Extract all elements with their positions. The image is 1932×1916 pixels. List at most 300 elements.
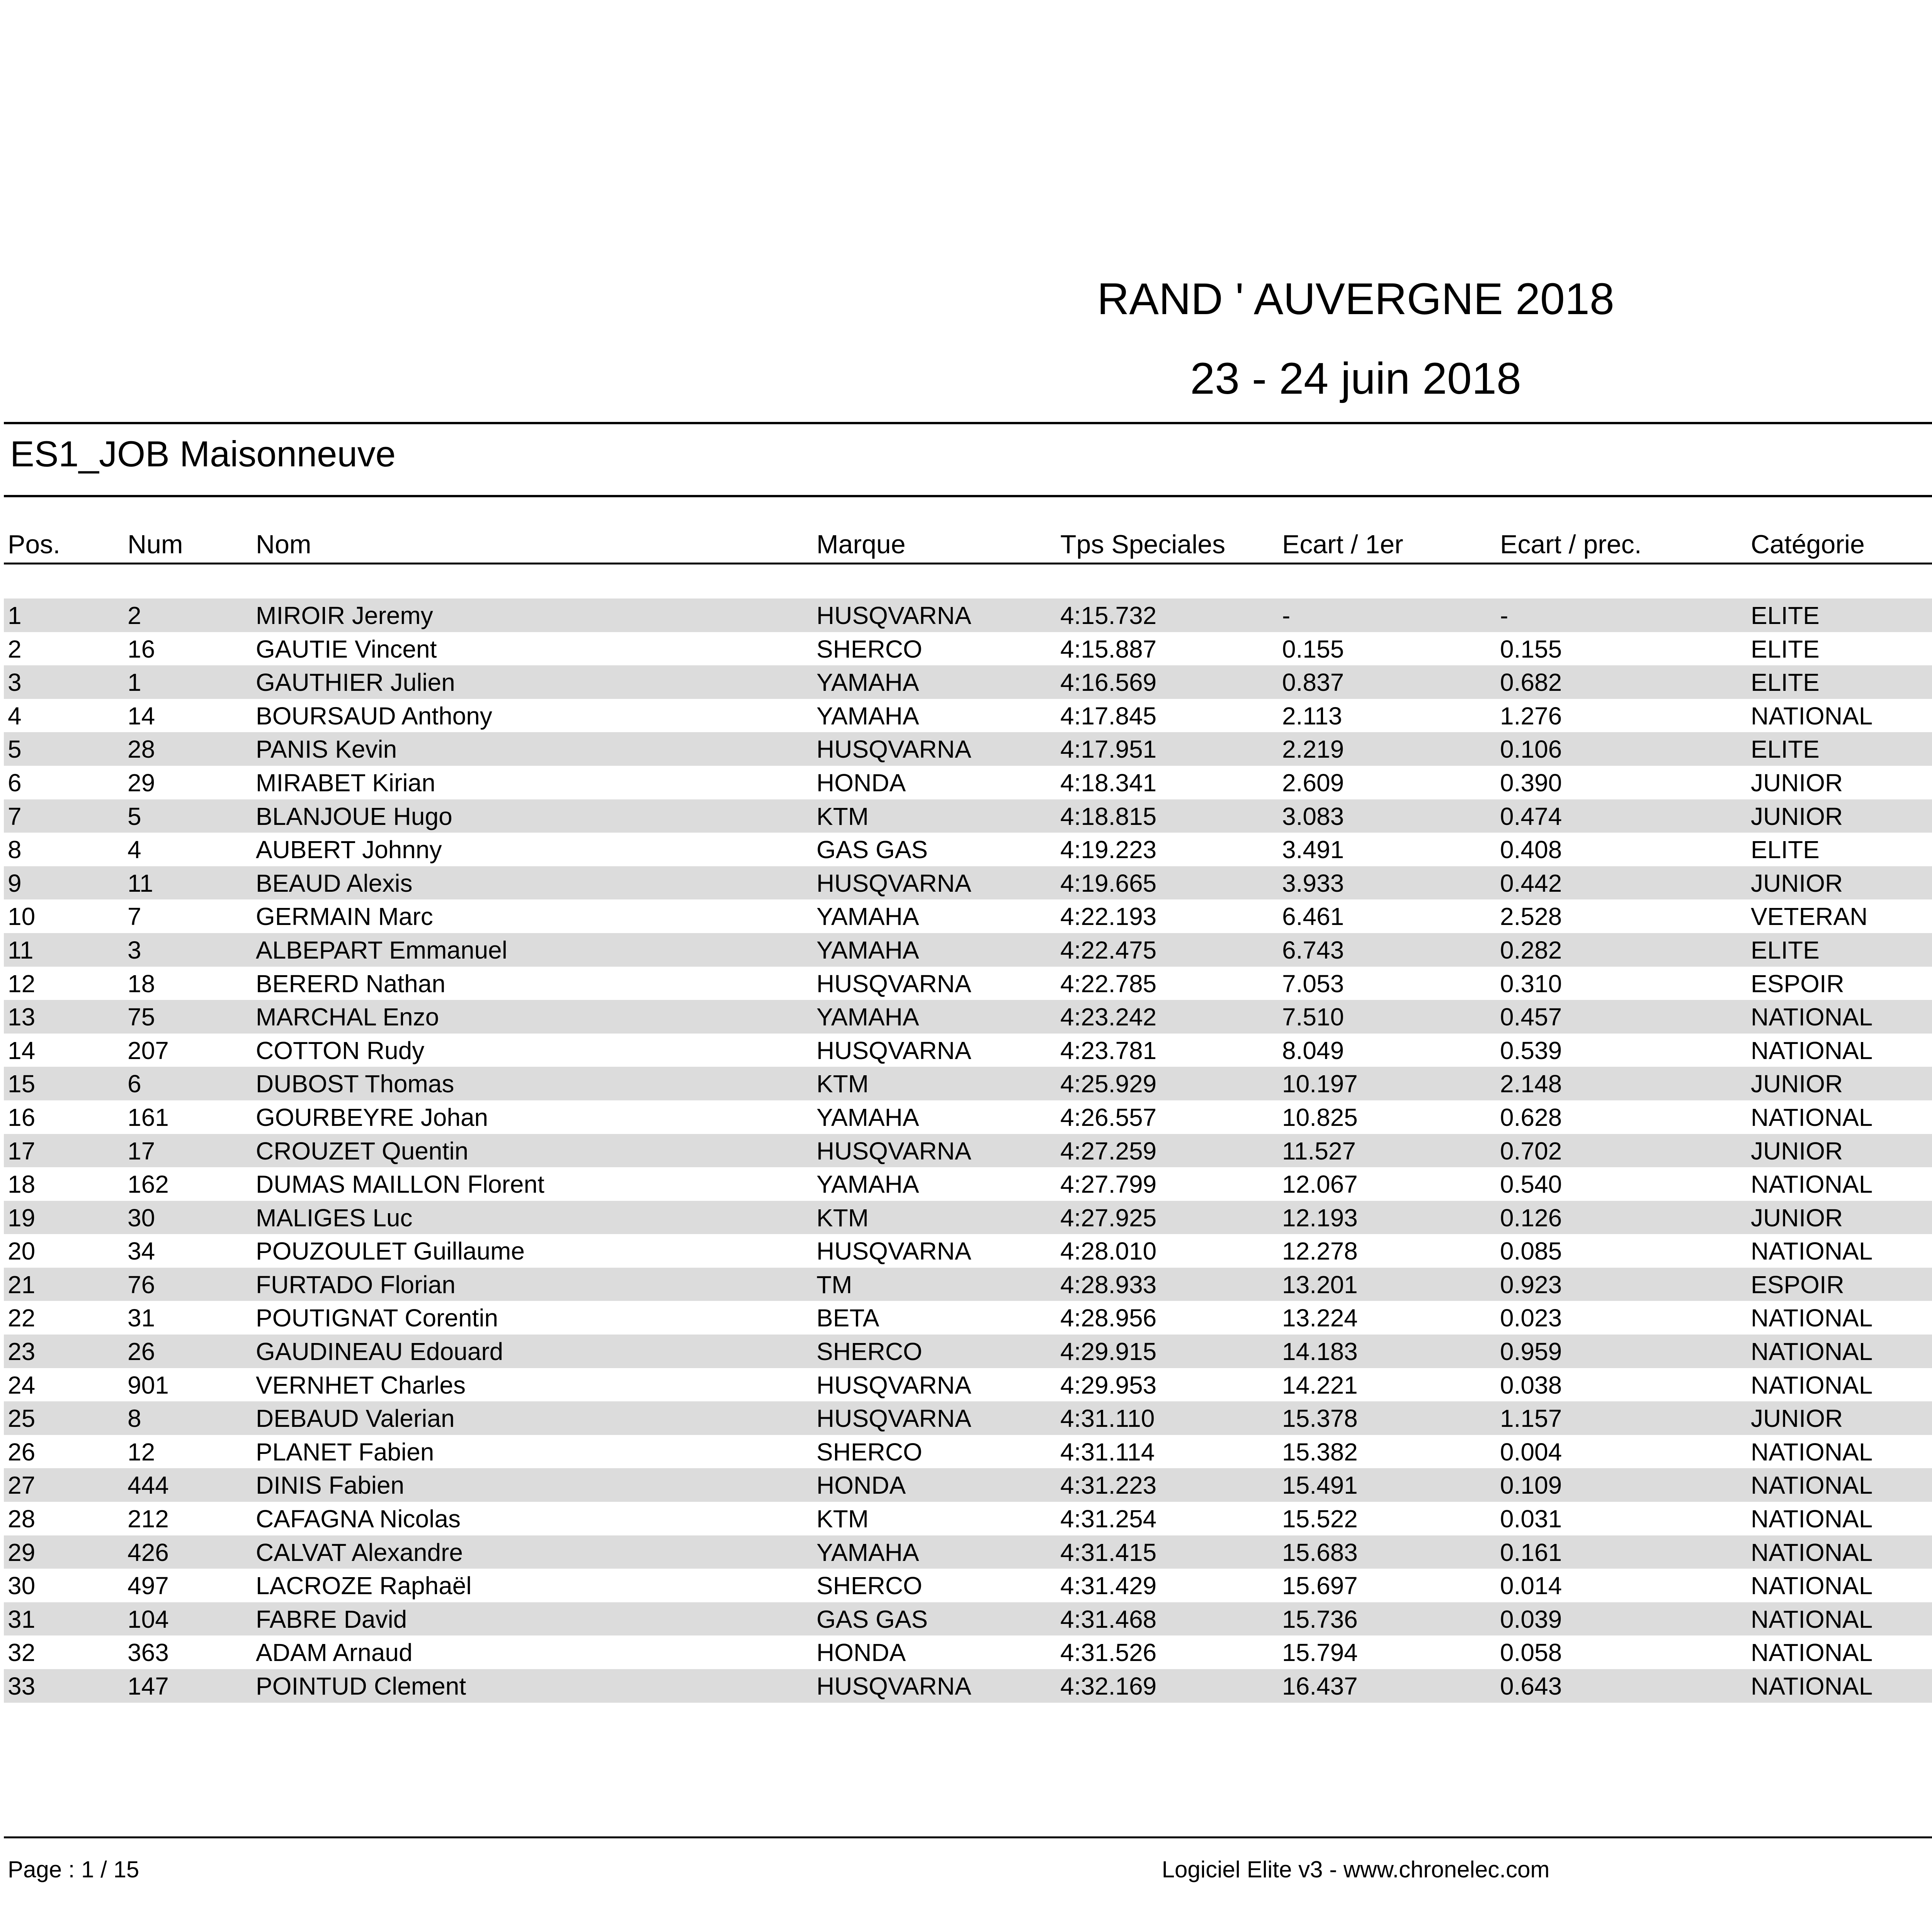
cell-pos: 5 [8,735,22,763]
cell-ecart-prec: 2.148 [1500,1070,1562,1098]
cell-ecart-prec: 0.457 [1500,1003,1562,1031]
page-number: Page : 1 / 15 [8,1856,139,1882]
cell-ecart-prec: 0.155 [1500,635,1562,663]
cell-nom: DINIS Fabien [256,1471,405,1499]
cell-tps: 4:22.193 [1060,903,1157,931]
cell-pos: 20 [8,1237,36,1265]
cell-nom: ALBEPART Emmanuel [256,936,507,964]
cell-pos: 12 [8,969,36,998]
table-row [4,1535,1932,1569]
cell-nom: DEBAUD Valerian [256,1404,455,1433]
table-row [4,732,1932,766]
cell-num: 16 [128,635,155,663]
cell-marque: SHERCO [816,635,922,663]
cell-ecart-1er: 12.193 [1282,1204,1358,1232]
cell-ecart-1er: 6.461 [1282,903,1344,931]
cell-ecart-1er: 3.083 [1282,802,1344,830]
table-row [4,1000,1932,1034]
cell-pos: 7 [8,802,22,830]
cell-categorie: JUNIOR [1751,802,1843,830]
cell-tps: 4:17.845 [1060,702,1157,730]
cell-tps: 4:19.665 [1060,869,1157,897]
cell-categorie: NATIONAL [1751,1103,1873,1131]
cell-pos: 16 [8,1103,36,1131]
cell-ecart-1er: 15.522 [1282,1505,1358,1533]
cell-num: 5 [128,802,141,830]
cell-nom: POINTUD Clement [256,1672,466,1700]
cell-categorie: NATIONAL [1751,1438,1873,1466]
cell-categorie: NATIONAL [1751,1572,1873,1600]
cell-categorie: NATIONAL [1751,1672,1873,1700]
cell-tps: 4:23.242 [1060,1003,1157,1031]
cell-ecart-prec: 0.628 [1500,1103,1562,1131]
cell-pos: 26 [8,1438,36,1466]
cell-marque: HONDA [816,768,906,797]
cell-tps: 4:19.223 [1060,836,1157,864]
cell-marque: YAMAHA [816,1103,919,1131]
table-row [4,766,1932,799]
cell-nom: MIRABET Kirian [256,768,435,797]
cell-num: 12 [128,1438,155,1466]
table-row [4,899,1932,933]
cell-categorie: ELITE [1751,668,1820,697]
cell-nom: DUBOST Thomas [256,1070,454,1098]
cell-marque: HUSQVARNA [816,735,971,763]
cell-num: 444 [128,1471,169,1499]
table-row [4,1301,1932,1335]
cell-num: 18 [128,969,155,998]
stage-name: ES1_JOB Maisonneuve [10,434,396,474]
cell-ecart-1er: 12.278 [1282,1237,1358,1265]
table-row [4,933,1932,967]
cell-ecart-1er: 14.183 [1282,1338,1358,1366]
cell-tps: 4:28.933 [1060,1270,1157,1299]
cell-tps: 4:32.169 [1060,1672,1157,1700]
cell-ecart-prec: 0.539 [1500,1036,1562,1064]
cell-num: 14 [128,702,155,730]
cell-pos: 21 [8,1270,36,1299]
cell-ecart-prec: 0.126 [1500,1204,1562,1232]
cell-tps: 4:31.223 [1060,1471,1157,1499]
cell-pos: 14 [8,1036,36,1064]
cell-num: 8 [128,1404,141,1433]
col-header-nom: Nom [256,530,311,559]
cell-num: 75 [128,1003,155,1031]
cell-ecart-1er: 10.197 [1282,1070,1358,1098]
cell-nom: DUMAS MAILLON Florent [256,1170,544,1199]
cell-nom: PANIS Kevin [256,735,397,763]
cell-tps: 4:28.010 [1060,1237,1157,1265]
cell-marque: SHERCO [816,1338,922,1366]
cell-ecart-1er: 2.113 [1282,702,1342,730]
cell-num: 161 [128,1103,169,1131]
cell-ecart-prec: 0.702 [1500,1137,1562,1165]
cell-pos: 3 [8,668,22,697]
cell-pos: 13 [8,1003,36,1031]
cell-ecart-1er: 15.491 [1282,1471,1358,1499]
col-header-categorie: Catégorie [1751,530,1865,559]
cell-ecart-prec: 0.282 [1500,936,1562,964]
cell-ecart-prec: 0.390 [1500,768,1562,797]
table-row [4,1134,1932,1168]
cell-num: 76 [128,1270,155,1299]
cell-tps: 4:31.429 [1060,1572,1157,1600]
cell-pos: 25 [8,1404,36,1433]
cell-categorie: NATIONAL [1751,702,1873,730]
col-header-ecart-1er: Ecart / 1er [1282,530,1403,559]
cell-tps: 4:22.475 [1060,936,1157,964]
cell-categorie: ELITE [1751,836,1820,864]
cell-marque: YAMAHA [816,668,919,697]
cell-ecart-1er: 0.155 [1282,635,1344,663]
cell-tps: 4:25.929 [1060,1070,1157,1098]
cell-nom: BEAUD Alexis [256,869,413,897]
table-row [4,1034,1932,1067]
cell-ecart-prec: 0.540 [1500,1170,1562,1199]
cell-nom: GAUTIE Vincent [256,635,437,663]
cell-num: 497 [128,1572,169,1600]
cell-pos: 32 [8,1639,36,1667]
cell-categorie: NATIONAL [1751,1003,1873,1031]
cell-nom: BOURSAUD Anthony [256,702,492,730]
cell-categorie: NATIONAL [1751,1471,1873,1499]
cell-num: 104 [128,1605,169,1633]
cell-marque: HUSQVARNA [816,1237,971,1265]
table-row [4,1569,1932,1602]
cell-ecart-prec: 2.528 [1500,903,1562,931]
cell-nom: GAUDINEAU Edouard [256,1338,503,1366]
cell-ecart-1er: - [1282,602,1291,629]
cell-ecart-1er: 13.201 [1282,1270,1358,1299]
cell-num: 6 [128,1070,141,1098]
table-row [4,1468,1932,1502]
table-row [4,1401,1932,1435]
cell-pos: 4 [8,702,22,730]
cell-marque: YAMAHA [816,1003,919,1031]
cell-tps: 4:16.569 [1060,668,1157,697]
cell-num: 2 [128,602,141,629]
cell-ecart-prec: 0.031 [1500,1505,1562,1533]
cell-pos: 10 [8,903,36,931]
cell-ecart-prec: 0.004 [1500,1438,1562,1466]
cell-marque: GAS GAS [816,1605,928,1633]
cell-nom: FURTADO Florian [256,1270,456,1299]
table-row [4,598,1932,632]
cell-categorie: VETERAN [1751,903,1868,931]
cell-marque: YAMAHA [816,903,919,931]
cell-tps: 4:27.925 [1060,1204,1157,1232]
cell-num: 212 [128,1505,169,1533]
table-row [4,833,1932,866]
cell-num: 28 [128,735,155,763]
cell-num: 11 [128,869,153,897]
cell-categorie: JUNIOR [1751,1070,1843,1098]
cell-nom: CROUZET Quentin [256,1137,469,1165]
cell-ecart-1er: 13.224 [1282,1304,1358,1332]
cell-categorie: ESPOIR [1751,1270,1844,1299]
table-row [4,1067,1932,1100]
cell-num: 26 [128,1338,155,1366]
cell-ecart-1er: 2.609 [1282,768,1344,797]
cell-marque: KTM [816,1070,869,1098]
cell-num: 207 [128,1036,169,1064]
cell-nom: BLANJOUE Hugo [256,802,452,830]
cell-num: 901 [128,1371,169,1399]
cell-ecart-1er: 15.794 [1282,1639,1358,1667]
cell-pos: 29 [8,1538,36,1566]
cell-tps: 4:15.732 [1060,602,1157,629]
cell-ecart-prec: 0.014 [1500,1572,1562,1600]
table-row [4,1635,1932,1669]
cell-ecart-prec: 0.959 [1500,1338,1562,1366]
cell-categorie: JUNIOR [1751,869,1843,897]
cell-ecart-1er: 6.743 [1282,936,1344,964]
cell-categorie: JUNIOR [1751,1404,1843,1433]
cell-pos: 22 [8,1304,36,1332]
table-row [4,632,1932,666]
cell-categorie: NATIONAL [1751,1639,1873,1667]
cell-ecart-1er: 10.825 [1282,1103,1358,1131]
table-row [4,1669,1932,1703]
software-credit: Logiciel Elite v3 - www.chronelec.com [1162,1856,1550,1882]
cell-num: 426 [128,1538,169,1566]
table-row [4,967,1932,1000]
cell-marque: HUSQVARNA [816,602,971,629]
cell-marque: TM [816,1270,852,1299]
cell-categorie: ELITE [1751,735,1820,763]
table-row [4,665,1932,699]
table-row [4,799,1932,833]
cell-ecart-1er: 16.437 [1282,1672,1358,1700]
cell-pos: 17 [8,1137,36,1165]
cell-tps: 4:27.259 [1060,1137,1157,1165]
cell-ecart-1er: 11.527 [1282,1137,1356,1165]
cell-num: 162 [128,1170,169,1199]
cell-ecart-prec: 1.276 [1500,702,1562,730]
cell-marque: HUSQVARNA [816,1371,971,1399]
cell-marque: YAMAHA [816,702,919,730]
cell-ecart-1er: 12.067 [1282,1170,1358,1199]
cell-pos: 9 [8,869,22,897]
cell-categorie: JUNIOR [1751,1137,1843,1165]
cell-categorie: NATIONAL [1751,1237,1873,1265]
cell-nom: COTTON Rudy [256,1036,425,1064]
cell-pos: 19 [8,1204,36,1232]
divider-top [4,422,1932,424]
cell-ecart-prec: 1.157 [1500,1404,1562,1433]
table-row [4,1502,1932,1535]
cell-pos: 1 [8,602,22,629]
event-dates: 23 - 24 juin 2018 [1190,354,1521,403]
cell-tps: 4:31.526 [1060,1639,1157,1667]
cell-ecart-prec: 0.923 [1500,1270,1562,1299]
col-header-ecart-prec: Ecart / prec. [1500,530,1642,559]
cell-pos: 27 [8,1471,36,1499]
cell-pos: 2 [8,635,22,663]
cell-marque: GAS GAS [816,836,928,864]
cell-ecart-1er: 3.491 [1282,836,1344,864]
cell-num: 3 [128,936,141,964]
cell-tps: 4:22.785 [1060,969,1157,998]
cell-categorie: NATIONAL [1751,1605,1873,1633]
cell-ecart-1er: 3.933 [1282,869,1344,897]
cell-marque: KTM [816,802,869,830]
cell-marque: HUSQVARNA [816,869,971,897]
cell-tps: 4:23.781 [1060,1036,1157,1064]
table-row [4,1602,1932,1636]
cell-num: 17 [128,1137,155,1165]
cell-categorie: JUNIOR [1751,768,1843,797]
cell-pos: 6 [8,768,22,797]
page-title: RAND ' AUVERGNE 2018 [1097,274,1614,324]
table-row [4,699,1932,733]
table-row [4,1201,1932,1234]
cell-tps: 4:27.799 [1060,1170,1157,1199]
cell-pos: 23 [8,1338,36,1366]
cell-nom: LACROZE Raphaël [256,1572,472,1600]
table-row [4,1335,1932,1368]
cell-nom: FABRE David [256,1605,407,1633]
cell-categorie: NATIONAL [1751,1371,1873,1399]
table-row [4,866,1932,900]
cell-categorie: JUNIOR [1751,1204,1843,1232]
cell-nom: PLANET Fabien [256,1438,434,1466]
cell-pos: 8 [8,836,22,864]
cell-marque: SHERCO [816,1438,922,1466]
cell-marque: HUSQVARNA [816,1672,971,1700]
cell-nom: MALIGES Luc [256,1204,413,1232]
cell-tps: 4:18.815 [1060,802,1157,830]
table-row [4,1435,1932,1469]
table-row [4,1268,1932,1301]
cell-num: 147 [128,1672,169,1700]
cell-categorie: ELITE [1751,936,1820,964]
col-header-tps: Tps Speciales [1060,530,1226,559]
cell-num: 1 [128,668,141,697]
cell-ecart-prec: 0.682 [1500,668,1562,697]
cell-categorie: ELITE [1751,635,1820,663]
divider-middle [4,495,1932,497]
cell-categorie: NATIONAL [1751,1170,1873,1199]
header-underline [4,563,1932,564]
cell-marque: HUSQVARNA [816,969,971,998]
cell-nom: GERMAIN Marc [256,903,433,931]
cell-marque: YAMAHA [816,1170,919,1199]
cell-tps: 4:17.951 [1060,735,1157,763]
cell-categorie: ELITE [1751,602,1820,629]
cell-num: 30 [128,1204,155,1232]
cell-marque: HUSQVARNA [816,1404,971,1433]
cell-marque: KTM [816,1505,869,1533]
cell-ecart-prec: 0.106 [1500,735,1562,763]
cell-pos: 18 [8,1170,36,1199]
divider-footer [4,1836,1932,1838]
cell-num: 31 [128,1304,155,1332]
cell-tps: 4:31.110 [1060,1404,1155,1433]
cell-marque: YAMAHA [816,1538,919,1566]
cell-num: 7 [128,903,141,931]
cell-ecart-1er: 15.697 [1282,1572,1358,1600]
cell-nom: POUZOULET Guillaume [256,1237,525,1265]
cell-num: 29 [128,768,155,797]
table-row [4,1368,1932,1402]
cell-num: 4 [128,836,141,864]
table-row [4,1167,1932,1201]
cell-ecart-prec: 0.161 [1500,1538,1562,1566]
cell-ecart-prec: 0.442 [1500,869,1562,897]
cell-tps: 4:26.557 [1060,1103,1157,1131]
cell-ecart-prec: 0.474 [1500,802,1562,830]
cell-ecart-prec: 0.109 [1500,1471,1562,1499]
cell-nom: CAFAGNA Nicolas [256,1505,461,1533]
cell-categorie: NATIONAL [1751,1505,1873,1533]
cell-marque: HONDA [816,1639,906,1667]
cell-nom: BERERD Nathan [256,969,446,998]
cell-tps: 4:31.114 [1060,1438,1155,1466]
cell-ecart-prec: 0.058 [1500,1639,1562,1667]
cell-num: 34 [128,1237,155,1265]
cell-pos: 24 [8,1371,36,1399]
cell-num: 363 [128,1639,169,1667]
cell-categorie: NATIONAL [1751,1304,1873,1332]
cell-categorie: NATIONAL [1751,1538,1873,1566]
cell-nom: ADAM Arnaud [256,1639,413,1667]
cell-pos: 28 [8,1505,36,1533]
cell-marque: HUSQVARNA [816,1137,971,1165]
cell-nom: POUTIGNAT Corentin [256,1304,498,1332]
cell-ecart-1er: 7.510 [1282,1003,1344,1031]
cell-marque: HUSQVARNA [816,1036,971,1064]
cell-nom: CALVAT Alexandre [256,1538,463,1566]
cell-ecart-1er: 14.221 [1282,1371,1358,1399]
cell-pos: 15 [8,1070,36,1098]
cell-tps: 4:28.956 [1060,1304,1157,1332]
cell-ecart-prec: - [1500,602,1509,629]
cell-marque: YAMAHA [816,936,919,964]
cell-nom: GOURBEYRE Johan [256,1103,488,1131]
cell-categorie: NATIONAL [1751,1338,1873,1366]
cell-nom: GAUTHIER Julien [256,668,455,697]
cell-tps: 4:15.887 [1060,635,1157,663]
cell-pos: 30 [8,1572,36,1600]
cell-ecart-prec: 0.023 [1500,1304,1562,1332]
cell-tps: 4:29.953 [1060,1371,1157,1399]
cell-marque: HONDA [816,1471,906,1499]
cell-nom: MIROIR Jeremy [256,602,433,629]
cell-marque: KTM [816,1204,869,1232]
cell-tps: 4:31.254 [1060,1505,1157,1533]
table-row [4,1100,1932,1134]
cell-tps: 4:18.341 [1060,768,1157,797]
cell-ecart-prec: 0.408 [1500,836,1562,864]
cell-tps: 4:29.915 [1060,1338,1157,1366]
cell-pos: 31 [8,1605,36,1633]
cell-ecart-prec: 0.310 [1500,969,1562,998]
cell-ecart-prec: 0.085 [1500,1237,1562,1265]
cell-ecart-1er: 15.683 [1282,1538,1358,1566]
cell-ecart-prec: 0.039 [1500,1605,1562,1633]
cell-ecart-1er: 0.837 [1282,668,1344,697]
cell-ecart-1er: 2.219 [1282,735,1344,763]
cell-tps: 4:31.415 [1060,1538,1157,1566]
cell-categorie: NATIONAL [1751,1036,1873,1064]
cell-tps: 4:31.468 [1060,1605,1157,1633]
cell-pos: 11 [8,936,34,964]
cell-nom: VERNHET Charles [256,1371,466,1399]
cell-ecart-1er: 15.736 [1282,1605,1358,1633]
cell-ecart-1er: 8.049 [1282,1036,1344,1064]
col-header-marque: Marque [816,530,906,559]
